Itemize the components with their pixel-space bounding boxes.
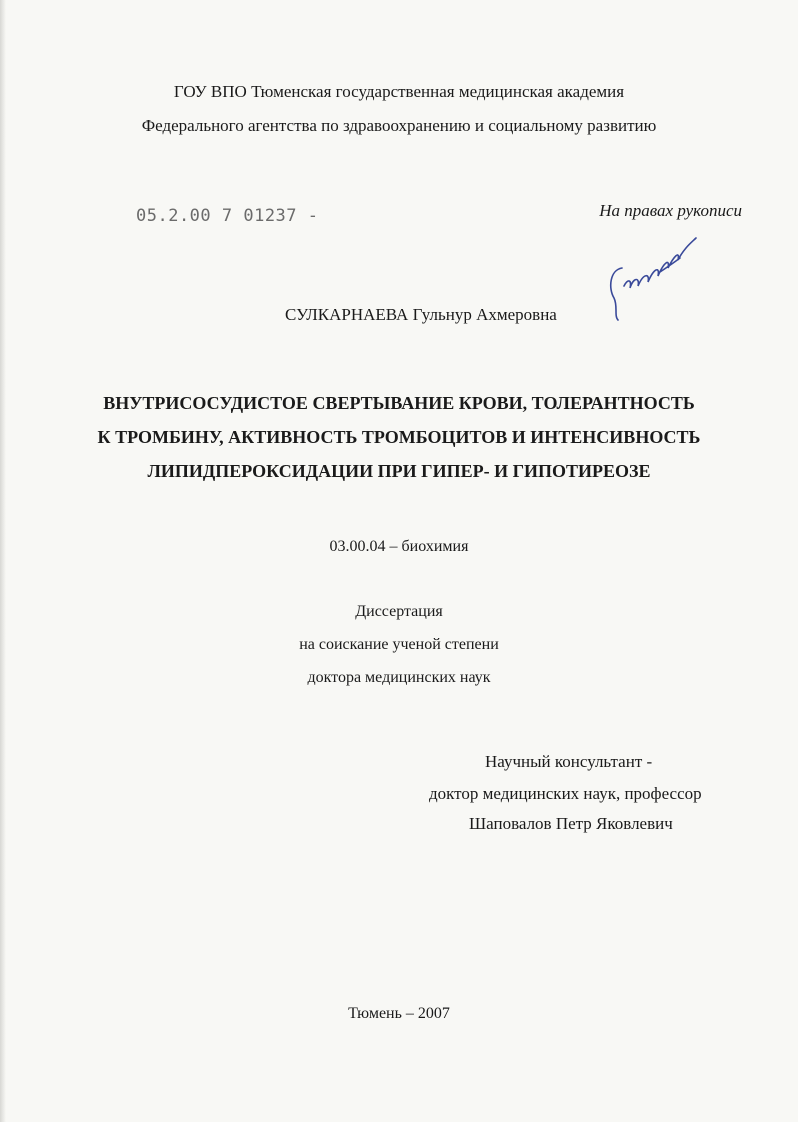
dissertation-title-line-1: ВНУТРИСОСУДИСТОЕ СВЕРТЫВАНИЕ КРОВИ, ТОЛЕРАНТНОСТЬ xyxy=(103,393,695,413)
degree-line-2: на соискание ученой степени xyxy=(299,636,499,653)
author-signature xyxy=(600,228,710,328)
consultant-role: Научный консультант - xyxy=(485,752,653,771)
consultant-credentials: доктор медицинских наук, профессор xyxy=(429,784,702,803)
place-year: Тюмень – 2007 xyxy=(348,1005,450,1022)
specialty-code: 03.00.04 – биохимия xyxy=(329,538,469,555)
institution-line-2: Федерального агентства по здравоохранению и социальному развитию xyxy=(141,116,657,135)
degree-line-3: доктора медицинских наук xyxy=(307,669,491,686)
registration-number: 05.2.00 7 01237 - xyxy=(136,206,319,226)
consultant-name: Шаповалов Петр Яковлевич xyxy=(469,814,673,833)
dissertation-title-line-2: К ТРОМБИНУ, АКТИВНОСТЬ ТРОМБОЦИТОВ И ИНТЕНСИВНОСТЬ xyxy=(97,427,701,447)
rights-note: На правах рукописи xyxy=(599,201,742,220)
institution-line-1: ГОУ ВПО Тюменская государственная медицинская академия xyxy=(173,82,625,101)
author-name: СУЛКАРНАЕВА Гульнур Ахмеровна xyxy=(285,305,557,324)
degree-line-1: Диссертация xyxy=(355,603,443,620)
dissertation-title-line-3: ЛИПИДПЕРОКСИДАЦИИ ПРИ ГИПЕР- И ГИПОТИРЕОЗЕ xyxy=(147,461,651,481)
